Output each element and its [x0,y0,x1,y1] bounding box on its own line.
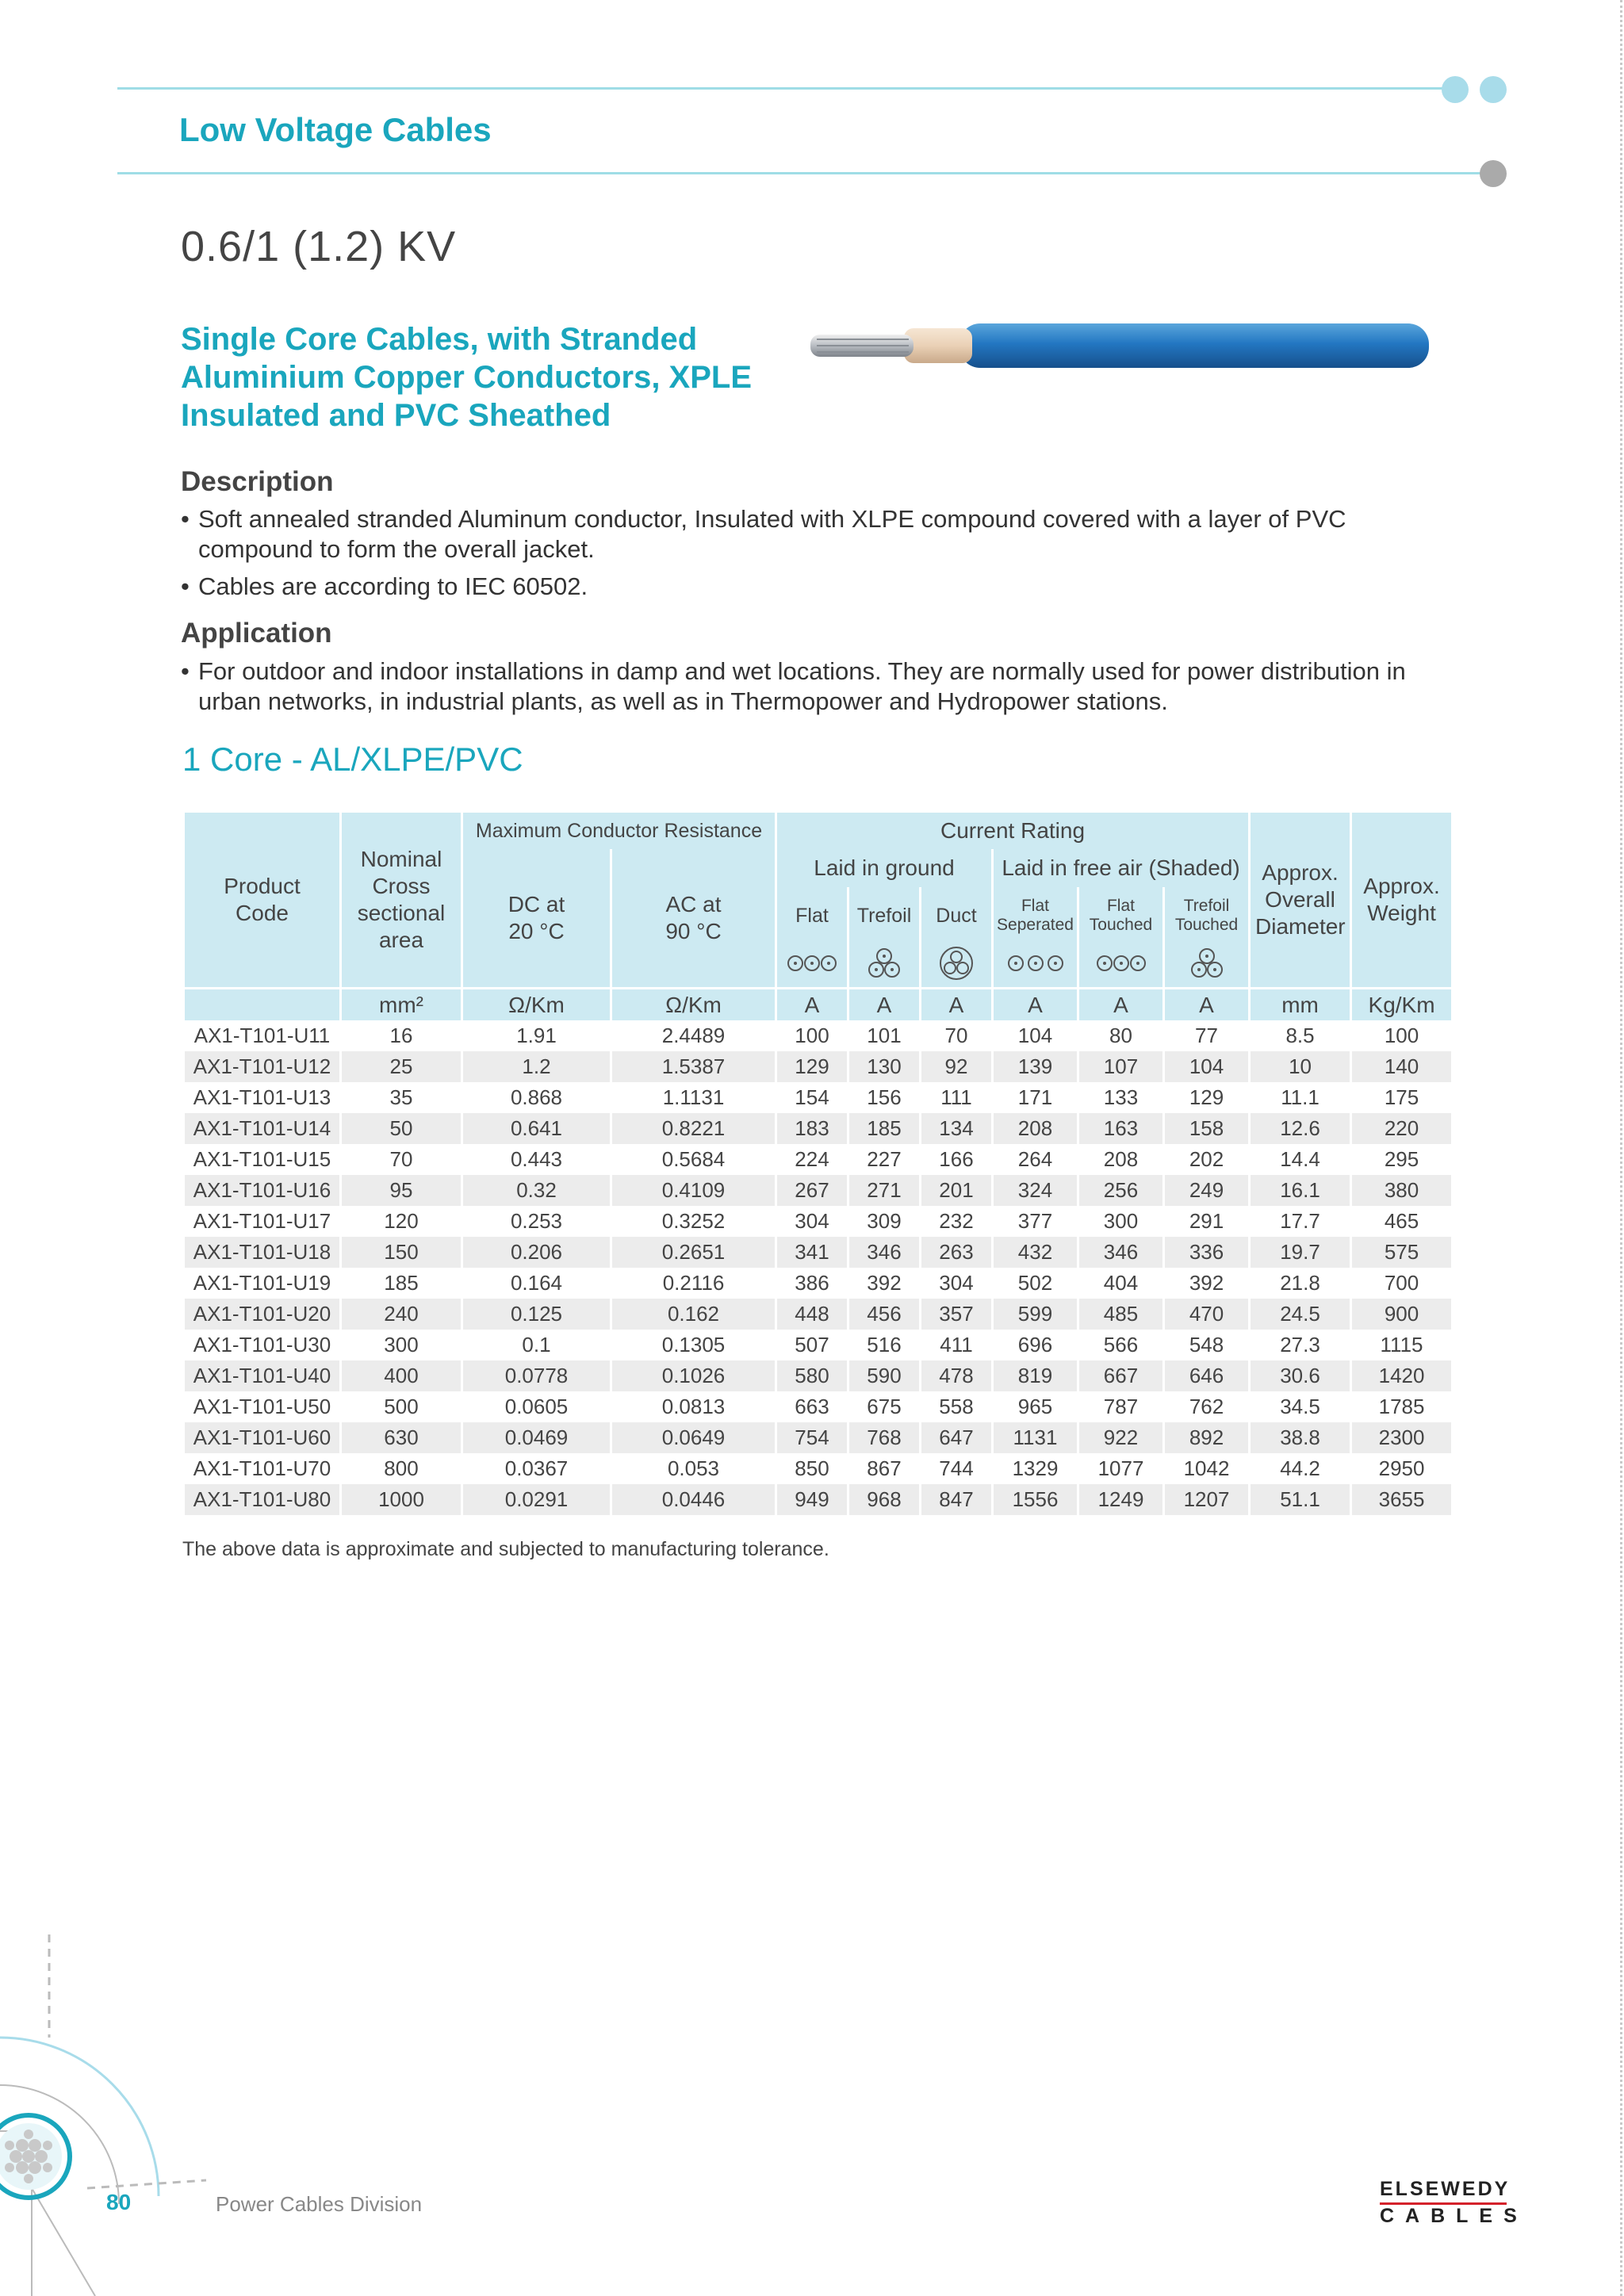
table-cell: 516 [867,1333,902,1357]
table-cell: 3655 [1352,1484,1451,1515]
table-cell: 104 [1165,1051,1248,1082]
table-cell: 100 [1384,1024,1419,1047]
table-cell: 346 [849,1237,919,1268]
table-cell: 30.6 [1251,1360,1350,1391]
unit-cell: Ω/Km [463,987,610,1020]
table-cell: 0.8221 [612,1113,775,1144]
table-cell: 44.2 [1280,1456,1320,1480]
product-title [181,320,799,434]
table-cell: 500 [384,1395,419,1418]
flat-seperated-layout-icon [994,944,1077,987]
table-cell: 1329 [1012,1456,1059,1480]
table-cell: 485 [1079,1299,1162,1330]
table-cell: AX1-T101-U11 [193,1024,331,1047]
section-title: Low Voltage Cables [179,111,492,148]
product-title-line: Single Core Cables, with Stranded [181,322,698,357]
table-cell: 850 [795,1456,829,1480]
table-cell: 392 [867,1271,902,1295]
table-cell: 183 [777,1113,847,1144]
table-cell: AX1-T101-U70 [193,1456,331,1480]
voltage-title: 0.6/1 (1.2) KV [181,223,457,270]
duct-layout-icon [921,944,991,987]
table-cell: 264 [1017,1147,1053,1171]
table-cell: 232 [939,1209,974,1233]
table-cell: 1042 [1183,1456,1230,1480]
table-cell: 404 [1103,1271,1139,1295]
table-cell: 0.253 [510,1209,563,1233]
table-cell: 267 [777,1175,847,1206]
header-flat-touched: Flat Touched [1079,887,1162,944]
table-cell: 456 [849,1299,919,1330]
table-cell: 744 [939,1456,974,1480]
table-cell: AX1-T101-U13 [193,1085,331,1109]
table-cell: 95 [342,1175,461,1206]
table-row [185,1082,1451,1113]
table-cell: 0.0605 [504,1395,569,1418]
table-cell: 304 [795,1209,829,1233]
table-cell: 1000 [342,1484,461,1515]
table-cell: AX1-T101-U40 [185,1360,339,1391]
table-cell: 11.1 [1281,1085,1320,1109]
table-cell: 134 [921,1113,991,1144]
table-cell: 111 [940,1085,972,1109]
table-cell: 470 [1165,1299,1248,1330]
table-cell: 256 [1079,1175,1162,1206]
table-cell: 575 [1352,1237,1451,1268]
unit-cell: A [1165,987,1248,1020]
table-cell: 1785 [1378,1395,1425,1418]
table-cell: 10 [1251,1051,1350,1082]
header-ac: AC at 90 °C [612,849,775,987]
table-cell: 208 [1103,1147,1139,1171]
table-cell: 502 [1017,1271,1053,1295]
decorative-cable-graphic [0,1927,222,2296]
description-heading: Description [181,466,334,497]
unit-cell: A [777,987,847,1020]
table-cell: 341 [777,1237,847,1268]
table-cell: 249 [1165,1175,1248,1206]
table-cell: 0.4109 [612,1175,775,1206]
table-cell: AX1-T101-U30 [193,1333,331,1357]
header-laid-ground: Laid in ground [777,849,991,887]
table-cell: 133 [1103,1085,1139,1109]
table-cell: 968 [849,1484,919,1515]
table-cell: 0.125 [463,1299,610,1330]
table-cell: 900 [1352,1299,1451,1330]
table-cell: 0.0649 [612,1422,775,1453]
table-cell: 566 [1103,1333,1139,1357]
table-cell: 0.0446 [612,1484,775,1515]
table-cell: 107 [1079,1051,1162,1082]
table-cell: 158 [1165,1113,1248,1144]
table-cell: 377 [1017,1209,1053,1233]
table-cell: 295 [1384,1147,1419,1171]
table-cell: 1249 [1079,1484,1162,1515]
logo-line1: ELSEWEDY [1380,2178,1511,2200]
table-cell: AX1-T101-U16 [185,1175,339,1206]
table-row [185,1484,1451,1515]
bullet-icon: • [181,572,190,600]
table-cell: 0.868 [510,1085,563,1109]
table-cell: 675 [867,1395,902,1418]
table-cell: AX1-T101-U18 [185,1237,339,1268]
table-cell: 1131 [994,1422,1077,1453]
table-cell: 12.6 [1251,1113,1350,1144]
table-cell: AX1-T101-U17 [193,1209,331,1233]
header-diameter: Approx. Overall Diameter [1251,813,1350,987]
table-cell: 185 [384,1271,419,1295]
table-cell: 448 [777,1299,847,1330]
table-cell: 663 [795,1395,829,1418]
table-cell: AX1-T101-U20 [185,1299,339,1330]
product-title-line: Aluminium Copper Conductors, XPLE [181,360,753,395]
table-cell: 0.162 [612,1299,775,1330]
table-cell: 300 [1103,1209,1139,1233]
table-cell: 35 [389,1085,413,1109]
table-cell: 171 [1017,1085,1053,1109]
bullet-text: Soft annealed stranded Aluminum conductor, Insulated with XLPE compound covered with a layer of PVC compound to form the overall jacket. [198,505,1346,563]
unit-cell: mm² [342,987,461,1020]
table-cell: 432 [994,1237,1077,1268]
table-cell: 922 [1079,1422,1162,1453]
table-cell: 16 [389,1024,413,1047]
table-cell: 392 [1189,1271,1224,1295]
table-cell: 271 [849,1175,919,1206]
header-dot-grey [1480,160,1507,187]
table-cell: 0.2651 [612,1237,775,1268]
table-cell: 411 [940,1333,973,1357]
header-top-rule [117,87,1446,90]
table-row [185,1175,1451,1206]
description-bullet [181,504,1435,564]
table-cell: 762 [1189,1395,1224,1418]
table-cell: 0.0778 [463,1360,610,1391]
header-product-code: Product Code [185,813,339,987]
table-cell: 240 [342,1299,461,1330]
table-cell: 100 [795,1024,829,1047]
elsewedy-logo [1380,2178,1528,2228]
table-cell: 819 [994,1360,1077,1391]
table-cell: 0.1 [522,1333,551,1357]
table-cell: 0.164 [510,1271,563,1295]
table-cell: 208 [994,1113,1077,1144]
header-max-resistance: Maximum Conductor Resistance [463,813,775,849]
footer-division: Power Cables Division [216,2192,423,2216]
description-bullet [181,572,1435,602]
table-cell: 70 [944,1024,968,1047]
table-cell: 787 [1103,1395,1139,1418]
spec-table [182,813,1454,1515]
table-cell: 336 [1165,1237,1248,1268]
table-body [185,1020,1451,1515]
page-number: 80 [106,2190,132,2214]
table-cell: AX1-T101-U15 [193,1147,331,1171]
table-cell: 580 [777,1360,847,1391]
table-cell: 16.1 [1251,1175,1350,1206]
table-cell: 0.3252 [661,1209,726,1233]
table-cell: 14.4 [1280,1147,1320,1171]
table-cell: 139 [994,1051,1077,1082]
table-cell: 1.5387 [612,1051,775,1082]
unit-cell: Kg/Km [1352,987,1451,1020]
table-cell: 400 [342,1360,461,1391]
table-row [185,1113,1451,1144]
bullet-icon: • [181,657,190,685]
table-cell: 949 [777,1484,847,1515]
table-cell: 24.5 [1251,1299,1350,1330]
table-cell: 304 [939,1271,974,1295]
table-cell: 202 [1189,1147,1224,1171]
application-heading: Application [181,618,332,649]
table-cell: 2950 [1378,1456,1425,1480]
header-dot-2 [1480,76,1507,103]
table-cell: AX1-T101-U14 [185,1113,339,1144]
trefoil-layout-icon [849,944,919,987]
table-cell: 129 [777,1051,847,1082]
table-cell: 647 [921,1422,991,1453]
table-row [185,1360,1451,1391]
table-cell: 101 [867,1024,902,1047]
table-cell: 140 [1352,1051,1451,1082]
table-cell: 0.1026 [612,1360,775,1391]
table-cell: 0.2116 [662,1271,725,1295]
header-dc: DC at 20 °C [463,849,610,987]
unit-cell: Ω/Km [612,987,775,1020]
table-cell: 646 [1165,1360,1248,1391]
table-cell: 1.1131 [662,1085,725,1109]
table-cell: 590 [849,1360,919,1391]
header-current-rating: Current Rating [777,813,1248,849]
header-bottom-rule [117,172,1489,174]
table-cell: 768 [849,1422,919,1453]
table-cell: 120 [384,1209,419,1233]
table-cell: 0.053 [667,1456,720,1480]
table-cell: AX1-T101-U50 [193,1395,331,1418]
table-cell: 548 [1189,1333,1224,1357]
table-cell: 80 [1109,1024,1132,1047]
table-cell: 478 [921,1360,991,1391]
table-cell: 19.7 [1251,1237,1350,1268]
table-cell: 309 [867,1209,902,1233]
table-cell: 847 [921,1484,991,1515]
table-title: 1 Core - AL/XLPE/PVC [182,740,523,778]
table-cell: 25 [342,1051,461,1082]
table-row [185,1206,1451,1237]
table-cell: 21.8 [1280,1271,1320,1295]
bullet-text: Cables are according to IEC 60502. [198,572,588,600]
table-cell: 8.5 [1285,1024,1315,1047]
table-cell: AX1-T101-U60 [185,1422,339,1453]
table-cell: 0.1305 [661,1333,726,1357]
table-cell: AX1-T101-U80 [185,1484,339,1515]
header-dot-1 [1442,76,1469,103]
table-cell: 227 [867,1147,902,1171]
table-cell: 892 [1165,1422,1248,1453]
table-cell: 0.0813 [661,1395,726,1418]
flat-touched-layout-icon [1079,944,1162,987]
table-cell: 154 [795,1085,829,1109]
table-row [185,1268,1451,1299]
table-cell: 357 [921,1299,991,1330]
table-cell: 1.2 [463,1051,610,1082]
header-duct: Duct [921,887,991,944]
page-border [1620,0,1622,2296]
unit-cell: A [921,987,991,1020]
table-cell: 346 [1079,1237,1162,1268]
table-cell: 324 [994,1175,1077,1206]
unit-cell: A [849,987,919,1020]
table-cell: 185 [849,1113,919,1144]
table-cell: 965 [1017,1395,1053,1418]
table-cell: 0.5684 [661,1147,726,1171]
table-cell: 667 [1079,1360,1162,1391]
table-cell: 300 [384,1333,419,1357]
table-cell: 0.206 [463,1237,610,1268]
unit-cell-blank [185,987,339,1020]
table-cell: 0.443 [510,1147,563,1171]
cable-image [801,311,1435,382]
bullet-text: For outdoor and indoor installations in damp and wet locations. They are normally used for power distribution in urban networks, in industrial plants, as well as in Thermopower and Hydropower stations. [198,657,1406,715]
table-cell: 1.91 [516,1024,557,1047]
table-cell: 104 [1017,1024,1053,1047]
table-cell: 465 [1384,1209,1419,1233]
table-cell: 130 [849,1051,919,1082]
table-cell: 1077 [1097,1456,1144,1480]
table-cell: 70 [389,1147,413,1171]
table-cell: 166 [939,1147,974,1171]
flat-layout-icon [777,944,847,987]
product-title-line: Insulated and PVC Sheathed [181,398,611,433]
table-cell: 163 [1079,1113,1162,1144]
header-trefoil: Trefoil [849,887,919,944]
table-cell: 220 [1352,1113,1451,1144]
table-cell: 175 [1384,1085,1419,1109]
table-row [185,1051,1451,1082]
table-cell: 696 [1017,1333,1053,1357]
table-cell: 0.641 [463,1113,610,1144]
table-cell: 34.5 [1280,1395,1320,1418]
table-row [185,1020,1451,1051]
table-cell: 2.4489 [661,1024,726,1047]
header-flat-seperated: Flat Seperated [994,887,1077,944]
table-cell: 17.7 [1280,1209,1320,1233]
table-cell: 50 [342,1113,461,1144]
table-cell: 1556 [994,1484,1077,1515]
table-row [185,1299,1451,1330]
table-row [185,1422,1451,1453]
table-cell: 291 [1189,1209,1224,1233]
table-cell: 507 [795,1333,829,1357]
table-cell: 0.32 [463,1175,610,1206]
bullet-icon: • [181,505,190,533]
table-cell: 630 [342,1422,461,1453]
table-cell: 599 [994,1299,1077,1330]
table-cell: 1115 [1380,1333,1423,1357]
table-cell: 51.1 [1251,1484,1350,1515]
table-cell: 700 [1384,1271,1419,1295]
table-cell: 2300 [1352,1422,1451,1453]
table-cell: 224 [795,1147,829,1171]
table-cell: 77 [1195,1024,1218,1047]
table-cell: 263 [921,1237,991,1268]
table-row [185,1144,1451,1175]
table-cell: 27.3 [1280,1333,1320,1357]
header-flat: Flat [777,887,847,944]
table-cell: 754 [777,1422,847,1453]
application-bullet [181,656,1435,717]
table-cell: 0.0367 [504,1456,569,1480]
header-nominal-area: Nominal Cross sectional area [342,813,461,987]
table-row [185,1330,1451,1360]
table-cell: 92 [921,1051,991,1082]
unit-cell: A [1079,987,1162,1020]
header-laid-air: Laid in free air (Shaded) [994,849,1248,887]
table-row [185,1237,1451,1268]
table-cell: AX1-T101-U12 [185,1051,339,1082]
table-cell: 0.0469 [463,1422,610,1453]
table-cell: 380 [1352,1175,1451,1206]
table-cell: 386 [795,1271,829,1295]
table-cell: 201 [921,1175,991,1206]
table-cell: 1207 [1165,1484,1248,1515]
table-cell: 0.0291 [463,1484,610,1515]
table-cell: 150 [342,1237,461,1268]
table-row [185,1453,1451,1484]
table-cell: 558 [939,1395,974,1418]
logo-line2: CABLES [1380,2202,1507,2228]
table-row [185,1391,1451,1422]
table-note: The above data is approximate and subjected to manufacturing tolerance. [182,1538,829,1560]
table-cell: 800 [384,1456,419,1480]
unit-cell: mm [1251,987,1350,1020]
table-cell: AX1-T101-U19 [193,1271,331,1295]
header-weight: Approx. Weight [1352,813,1451,987]
trefoil-touched-layout-icon [1165,944,1248,987]
header-trefoil-touched: Trefoil Touched [1165,887,1248,944]
table-cell: 38.8 [1251,1422,1350,1453]
table-cell: 156 [867,1085,902,1109]
table-cell: 867 [867,1456,902,1480]
table-cell: 1420 [1352,1360,1451,1391]
table-cell: 129 [1189,1085,1224,1109]
unit-cell: A [994,987,1077,1020]
